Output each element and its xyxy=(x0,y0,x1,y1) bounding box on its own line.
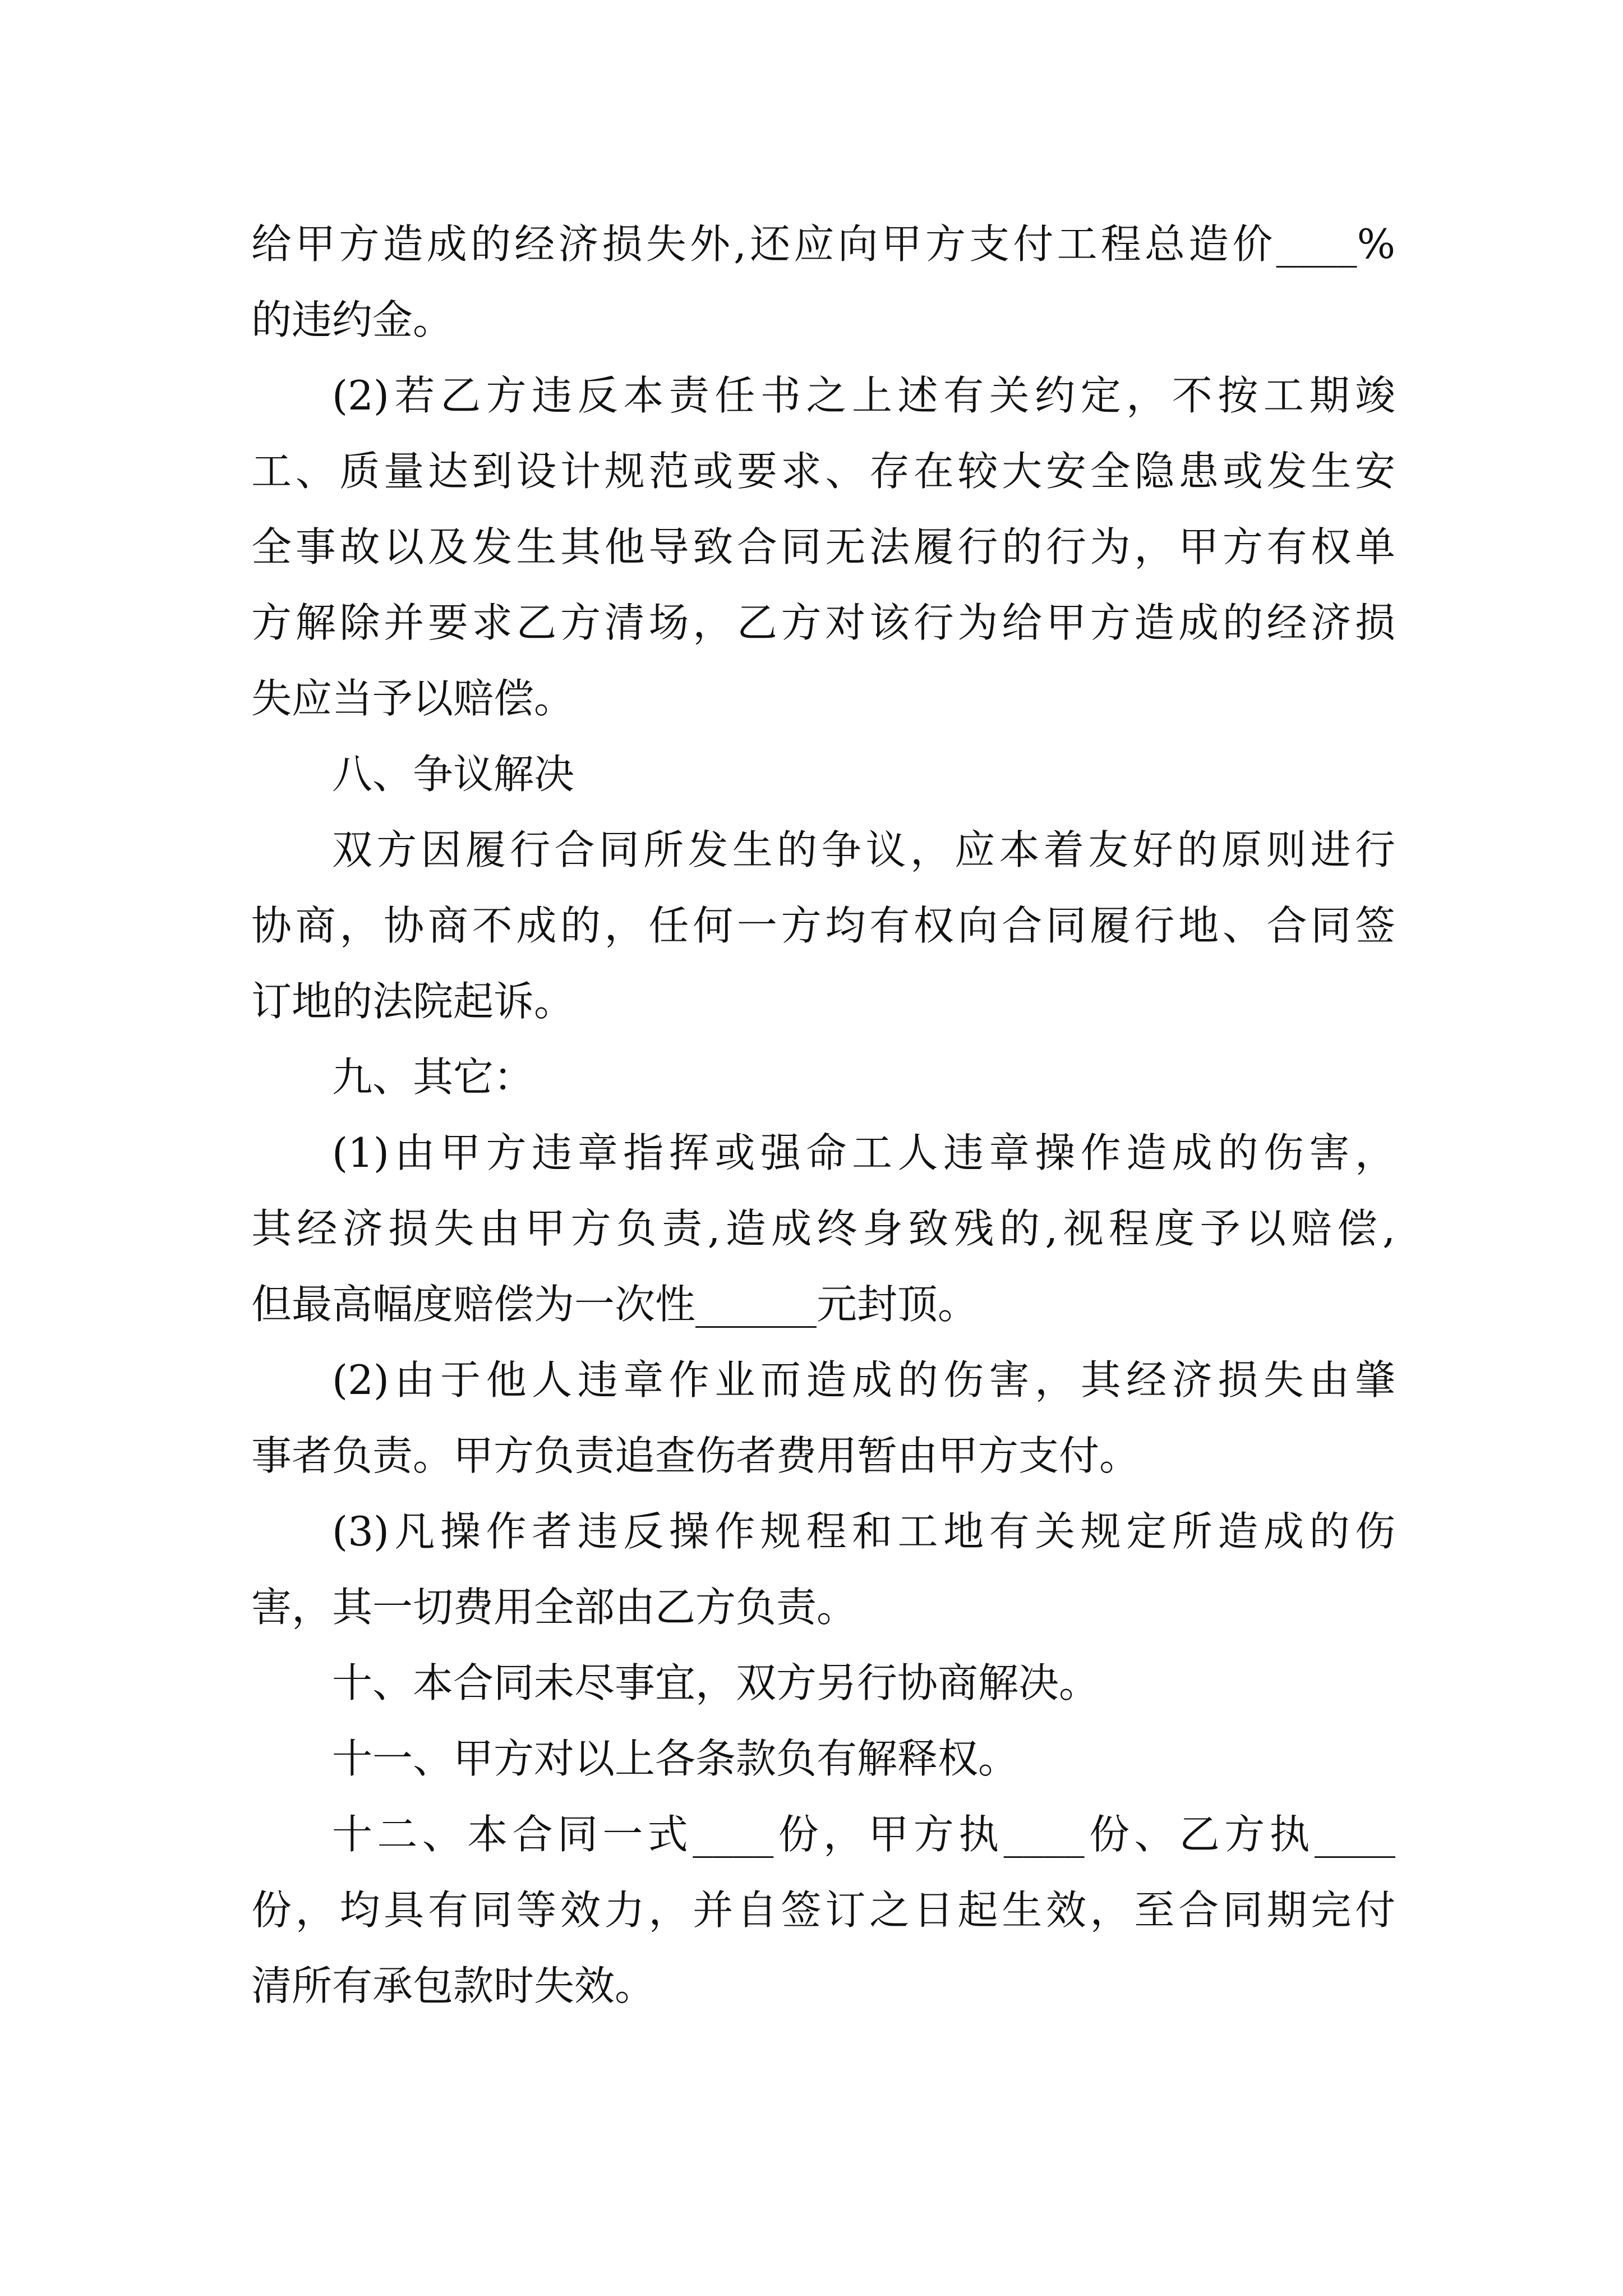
text-line: 协商，协商不成的，任何一方均有权向合同履行地、合同签 xyxy=(251,902,1395,949)
text-line: 失应当予以赔偿。 xyxy=(251,675,575,722)
text-line: 全事故以及发生其他导致合同无法履行的行为，甲方有权单 xyxy=(251,523,1395,570)
text-line: 订地的法院起诉。 xyxy=(251,978,575,1025)
text-line: 清所有承包款时失效。 xyxy=(251,1962,656,2009)
text-line: 但最高幅度赔偿为一次性______元封顶。 xyxy=(251,1281,979,1328)
text-line: 给甲方造成的经济损失外,还应向甲方支付工程总造价____% xyxy=(251,220,1395,268)
text-line: 双方因履行合同所发生的争议，应本着友好的原则进行 xyxy=(332,826,1395,873)
text-line: 十二、本合同一式____份，甲方执____份、乙方执____ xyxy=(332,1811,1395,1858)
text-line: 事者负责。甲方负责追查伤者费用暂由甲方支付。 xyxy=(251,1432,1140,1479)
text-line: 份，均具有同等效力，并自签订之日起生效，至合同期完付 xyxy=(251,1887,1395,1934)
text-line: (2)由于他人违章作业而造成的伤害，其经济损失由肇 xyxy=(332,1356,1395,1404)
text-line: 方解除并要求乙方清场，乙方对该行为给甲方造成的经济损 xyxy=(251,599,1395,646)
text-line: (1)由甲方违章指挥或强命工人违章操作造成的伤害， xyxy=(332,1129,1395,1176)
text-line: 害，其一切费用全部由乙方负责。 xyxy=(251,1584,857,1631)
section-heading: 九、其它： xyxy=(332,1053,534,1101)
text-line: 工、质量达到设计规范或要求、存在较大安全隐患或发生安 xyxy=(251,448,1395,495)
text-line: 十一、甲方对以上各条款负有解释权。 xyxy=(332,1735,1019,1782)
section-heading: 八、争议解决 xyxy=(332,751,575,798)
text-line: 其经济损失由甲方负责,造成终身致残的,视程度予以赔偿, xyxy=(251,1205,1395,1252)
text-line: (3)凡操作者违反操作规程和工地有关规定所造成的伤 xyxy=(332,1508,1395,1555)
text-line: (2)若乙方违反本责任书之上述有关约定，不按工期竣 xyxy=(332,372,1395,419)
text-line: 十、本合同未尽事宜，双方另行协商解决。 xyxy=(332,1659,1100,1706)
text-line: 的违约金。 xyxy=(251,296,454,343)
